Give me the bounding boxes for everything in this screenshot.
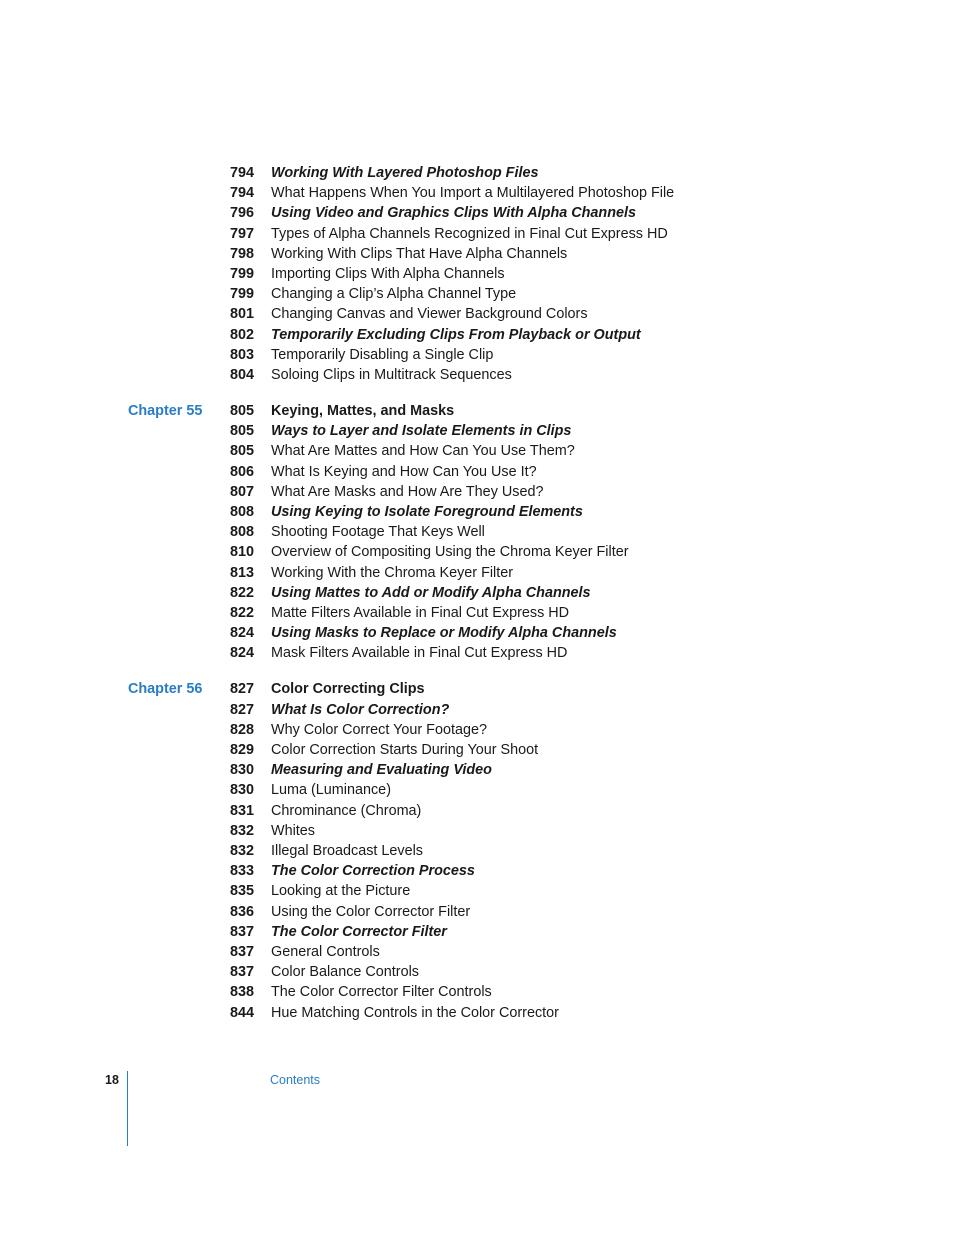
- footer-section-label: Contents: [270, 1073, 321, 1087]
- toc-entry-title[interactable]: What Are Mattes and How Can You Use Them?: [271, 443, 575, 460]
- toc-page-number: 813: [229, 564, 254, 581]
- toc-page-number: 804: [229, 367, 254, 383]
- toc-entry-title[interactable]: Overview of Compositing Using the Chroma Keyer Filter: [271, 544, 629, 561]
- toc-page-number: 808: [229, 524, 254, 541]
- toc-entry-title[interactable]: What Happens When You Import a Multilayered Photoshop File: [271, 185, 675, 202]
- toc-entry-title[interactable]: The Color Corrector Filter Controls: [271, 984, 492, 1001]
- toc-page-number: 830: [229, 762, 254, 779]
- toc-entry-title[interactable]: Mask Filters Available in Final Cut Express HD: [271, 645, 568, 662]
- toc-entry-title[interactable]: Temporarily Disabling a Single Clip: [271, 346, 494, 363]
- toc-entry-title[interactable]: Using Video and Graphics Clips With Alpha Channels: [271, 205, 637, 222]
- toc-page-number: 798: [229, 245, 254, 262]
- toc-page-number: 838: [229, 984, 254, 1001]
- toc-entry-title[interactable]: Types of Alpha Channels Recognized in Final Cut Express HD: [271, 225, 668, 242]
- toc-entry-title[interactable]: The Color Corrector Filter: [271, 923, 447, 940]
- toc-entry-title[interactable]: Changing Canvas and Viewer Background Colors: [271, 306, 588, 323]
- toc-entry-title[interactable]: Using Keying to Isolate Foreground Elements: [271, 504, 583, 520]
- toc-entry-title[interactable]: Shooting Footage That Keys Well: [271, 524, 485, 541]
- chapter-label[interactable]: Chapter 56: [128, 681, 203, 698]
- toc-entry-title[interactable]: Using Masks to Replace or Modify Alpha Channels: [271, 625, 617, 642]
- toc-entry-title[interactable]: Working With Clips That Have Alpha Channels: [271, 245, 568, 262]
- toc-entry-title[interactable]: Soloing Clips in Multitrack Sequences: [271, 367, 512, 383]
- toc-page-number: 828: [229, 721, 254, 738]
- toc-entry-title[interactable]: Working With Layered Photoshop Files: [271, 165, 539, 181]
- toc-entry-title[interactable]: Keying, Mattes, and Masks: [271, 403, 455, 419]
- toc-page-number: 832: [229, 822, 254, 839]
- toc-page-number: 794: [229, 185, 254, 202]
- toc-page-number: 808: [229, 504, 254, 520]
- toc-page-number: 833: [229, 863, 254, 880]
- toc-entry-title[interactable]: Illegal Broadcast Levels: [271, 843, 423, 859]
- toc-entry-title[interactable]: Looking at the Picture: [271, 883, 411, 900]
- toc-entry-title[interactable]: Ways to Layer and Isolate Elements in Clips: [271, 423, 572, 440]
- toc-page-number: 796: [229, 205, 254, 222]
- toc-entry-title[interactable]: Working With the Chroma Keyer Filter: [271, 564, 514, 581]
- toc-page-number: 805: [229, 403, 254, 419]
- toc-page-number: 830: [229, 782, 254, 799]
- toc-entry-title[interactable]: What Are Masks and How Are They Used?: [271, 483, 544, 500]
- toc-page-number: 837: [229, 964, 254, 981]
- toc-page-number: 805: [229, 423, 254, 440]
- chapter-label[interactable]: Chapter 55: [128, 403, 203, 419]
- toc-page-number: 837: [229, 923, 254, 940]
- toc-page-number: 844: [229, 1004, 254, 1021]
- toc-entry-title[interactable]: Hue Matching Controls in the Color Corrector: [271, 1004, 559, 1021]
- toc-entry-title[interactable]: Using the Color Corrector Filter: [271, 903, 471, 920]
- toc-page-number: 836: [229, 903, 254, 920]
- toc-page-number: 824: [229, 625, 254, 642]
- toc-entry-title[interactable]: General Controls: [271, 944, 380, 960]
- toc-entry-title[interactable]: Whites: [271, 822, 315, 839]
- toc-entry-title[interactable]: Color Correcting Clips: [271, 681, 425, 698]
- toc-page-number: 829: [229, 742, 254, 758]
- toc-page-number: 827: [229, 701, 254, 718]
- toc-page-number: 805: [229, 443, 254, 460]
- toc-entry-title[interactable]: What Is Keying and How Can You Use It?: [271, 463, 537, 480]
- toc-page-number: 803: [229, 346, 254, 363]
- toc-page-number: 835: [229, 883, 254, 900]
- toc-entry-title[interactable]: Temporarily Excluding Clips From Playback or Output: [271, 326, 641, 343]
- toc-page-number: 822: [229, 584, 254, 601]
- toc-page-number: 802: [229, 326, 254, 343]
- toc-page-number: 799: [229, 286, 254, 303]
- toc-entry-title[interactable]: Measuring and Evaluating Video: [271, 762, 492, 779]
- toc-entry-title[interactable]: Color Balance Controls: [271, 964, 419, 981]
- page-number: 18: [105, 1073, 119, 1087]
- toc-page-number: 837: [229, 944, 254, 960]
- toc-page-number: 831: [229, 802, 254, 819]
- toc-page-number: 799: [229, 266, 254, 282]
- toc-page-number: 794: [229, 165, 254, 181]
- toc-entry-title[interactable]: Chrominance (Chroma): [271, 802, 422, 819]
- footer-divider: [127, 1071, 128, 1146]
- toc-entry-title[interactable]: The Color Correction Process: [271, 863, 475, 880]
- toc-entry-title[interactable]: Changing a Clip’s Alpha Channel Type: [271, 286, 517, 303]
- toc-page-number: 797: [229, 225, 254, 242]
- toc-page-number: 827: [229, 681, 254, 698]
- toc-page-number: 801: [229, 306, 254, 323]
- toc-entry-title[interactable]: What Is Color Correction?: [271, 701, 450, 718]
- toc-entry-title[interactable]: Matte Filters Available in Final Cut Express HD: [271, 605, 570, 621]
- toc-entry-title[interactable]: Luma (Luminance): [271, 782, 391, 799]
- toc-entry-title[interactable]: Color Correction Starts During Your Shoot: [271, 742, 539, 758]
- toc-page-number: 807: [229, 483, 254, 500]
- toc-page-number: 824: [229, 645, 254, 662]
- toc-page-number: 822: [229, 605, 254, 621]
- toc-entry-title[interactable]: Importing Clips With Alpha Channels: [271, 266, 505, 282]
- toc-page-number: 832: [229, 843, 254, 859]
- toc-page-number: 806: [229, 463, 254, 480]
- toc-entry-title[interactable]: Why Color Correct Your Footage?: [271, 721, 487, 738]
- toc-page-number: 810: [229, 544, 254, 561]
- toc-entry-title[interactable]: Using Mattes to Add or Modify Alpha Channels: [271, 584, 591, 601]
